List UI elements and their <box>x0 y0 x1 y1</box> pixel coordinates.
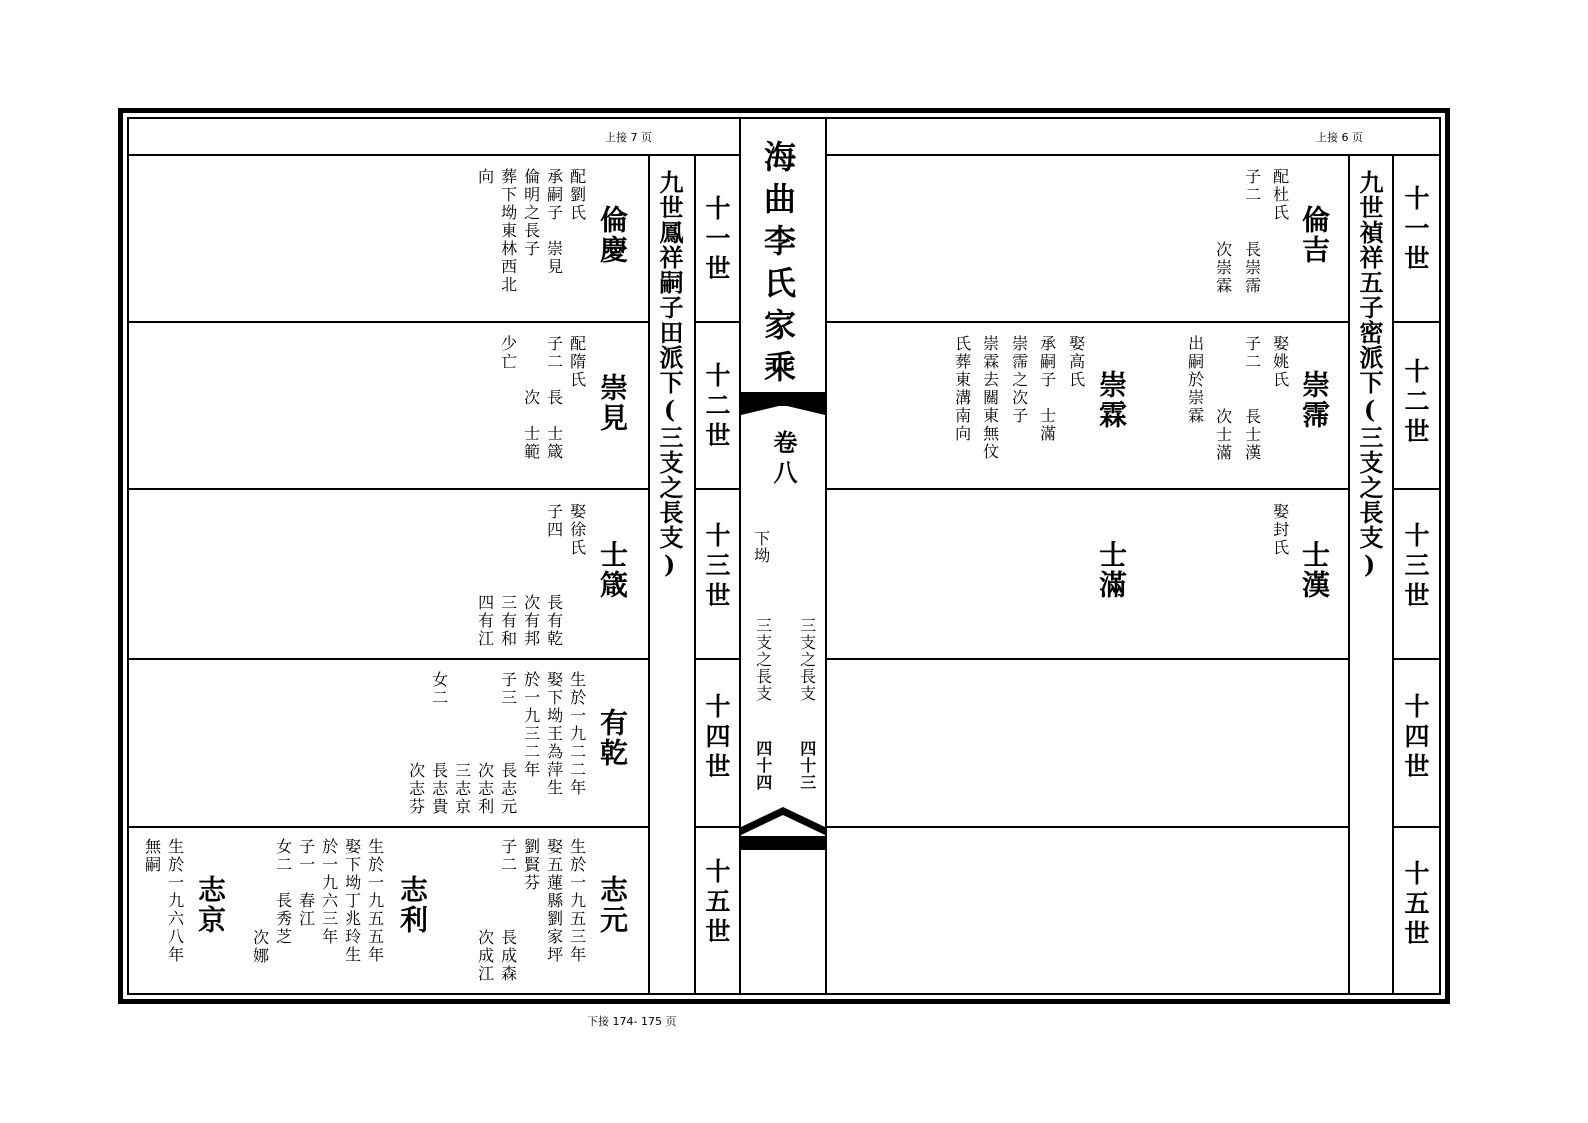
person-name: 士箴 <box>596 540 629 600</box>
person-detail: 長志元 <box>498 708 518 816</box>
note-bottom: 下接 174- 175 页 <box>587 1015 677 1028</box>
left-gen-line <box>696 826 739 828</box>
person-detail: 無嗣 <box>142 838 162 874</box>
person-detail: 劉賢芬 <box>521 838 541 892</box>
person-detail: 子四 <box>544 503 564 539</box>
person-detail: 娶徐氏 <box>567 503 587 557</box>
right-gen-11: 十一世 <box>1401 185 1430 275</box>
person-name: 志利 <box>396 875 429 935</box>
right-gen-line <box>1394 826 1440 828</box>
person-detail: 次士滿 <box>1213 372 1233 462</box>
left-branch-col-line <box>648 155 650 995</box>
person-detail: 次成江 <box>475 875 495 983</box>
person-name: 倫吉 <box>1298 205 1331 265</box>
right-row-line <box>826 658 1348 660</box>
volume-label: 卷八 <box>769 430 798 490</box>
right-gen-14: 十四世 <box>1401 693 1430 783</box>
person-detail: 生於一九六八年 <box>165 838 185 964</box>
left-gen-line <box>696 488 739 490</box>
spine-band-bottom <box>741 836 825 850</box>
person-detail: 氏葬東溝南向 <box>952 335 972 443</box>
person-detail: 長志貴 <box>429 708 449 816</box>
left-gen-14: 十四世 <box>702 693 731 783</box>
spine-place: 下坳 <box>751 530 771 564</box>
right-row-line <box>826 826 1348 828</box>
person-detail: 次崇霖 <box>1213 205 1233 295</box>
right-gen-12: 十二世 <box>1401 358 1430 448</box>
person-detail: 長有乾 <box>544 540 564 648</box>
person-detail: 生於一九五三年 <box>567 838 587 964</box>
person-detail: 四有江 <box>475 540 495 648</box>
note-top-left: 上接 7 页 <box>605 131 652 144</box>
spine-page-right: 四十三 <box>797 740 817 791</box>
person-name: 有乾 <box>596 708 629 768</box>
note-top-right: 上接 6 页 <box>1316 131 1363 144</box>
person-detail: 配隋氏 <box>567 335 587 389</box>
left-row-line <box>127 488 648 490</box>
right-gen-line <box>1394 321 1440 323</box>
person-name: 士滿 <box>1095 540 1128 600</box>
person-name: 倫慶 <box>596 205 629 265</box>
person-detail: 次娜 <box>250 875 270 965</box>
left-gen-col-line <box>694 155 696 995</box>
left-row-line <box>127 826 648 828</box>
right-gen-line <box>1394 658 1440 660</box>
person-detail: 次有邦 <box>521 540 541 648</box>
left-gen-13: 十三世 <box>702 522 731 612</box>
book-title: 海曲李氏家乘 <box>759 140 797 392</box>
spine-right-line <box>825 117 827 995</box>
person-detail: 向 <box>475 168 495 186</box>
person-name: 志元 <box>596 875 629 935</box>
person-detail: 三志京 <box>452 708 472 816</box>
person-detail: 娶高氏 <box>1066 335 1086 389</box>
person-detail: 於一九六三年 <box>319 838 339 946</box>
spine-page-left: 四十四 <box>753 740 773 791</box>
left-gen-line <box>696 321 739 323</box>
person-detail: 次志利 <box>475 708 495 816</box>
right-gen-line <box>1394 488 1440 490</box>
person-detail: 長崇霈 <box>1242 205 1262 295</box>
person-detail: 娶封氏 <box>1270 503 1290 557</box>
person-detail: 娶下坳丁兆玲生 <box>342 838 362 964</box>
person-detail: 子二 長 士箴 <box>544 335 564 461</box>
spine-branch-right: 三支之長支 <box>797 617 817 702</box>
person-detail: 子一 春江 <box>296 838 316 928</box>
person-detail: 崇霈之次子 <box>1009 335 1029 425</box>
person-detail: 長成森 <box>498 875 518 983</box>
spine-branch-left: 三支之長支 <box>753 617 773 702</box>
person-detail: 生於一九二二年 <box>567 671 587 797</box>
right-branch-col-line <box>1348 155 1350 995</box>
person-detail: 承嗣子 士滿 <box>1037 335 1057 443</box>
right-row-line <box>826 321 1348 323</box>
person-detail: 倫明之長子 <box>521 168 541 258</box>
person-detail: 葬下坳東林西北 <box>498 168 518 294</box>
person-detail: 子二 <box>1242 335 1262 371</box>
left-row-line <box>127 321 648 323</box>
person-detail: 崇霖去關東無伩 <box>980 335 1000 461</box>
spine-band-top <box>741 392 825 406</box>
person-detail: 配劉氏 <box>567 168 587 222</box>
right-gen-13: 十三世 <box>1401 522 1430 612</box>
person-detail: 子三 <box>498 671 518 707</box>
right-branch-title: 九世禎祥五子密派下(三支之長支) <box>1355 170 1384 580</box>
person-detail: 女二 <box>429 671 449 707</box>
left-gen-12: 十二世 <box>702 362 731 452</box>
left-branch-title: 九世鳳祥嗣子田派下(三支之長支) <box>655 170 684 580</box>
right-row-line <box>826 488 1348 490</box>
person-detail: 子二 <box>498 838 518 874</box>
person-name: 崇霖 <box>1095 370 1128 430</box>
person-detail: 娶五蓮縣劉家坪 <box>544 838 564 964</box>
person-name: 崇霈 <box>1298 370 1331 430</box>
person-detail: 娶姚氏 <box>1270 335 1290 389</box>
person-detail: 女二 長秀芝 <box>273 838 293 946</box>
person-detail: 長士漢 <box>1242 372 1262 462</box>
person-name: 崇見 <box>596 373 629 433</box>
person-detail: 生於一九五五年 <box>365 838 385 964</box>
right-gen-15: 十五世 <box>1401 860 1430 950</box>
person-detail: 次志芬 <box>406 708 426 816</box>
left-gen-15: 十五世 <box>702 858 731 948</box>
person-detail: 於一九三二年 <box>521 671 541 779</box>
person-detail: 次 士範 <box>521 335 541 461</box>
right-gen-col-line <box>1392 155 1394 995</box>
person-detail: 娶下坳王為萍生 <box>544 671 564 797</box>
left-gen-line <box>696 658 739 660</box>
person-detail: 配杜氏 <box>1270 168 1290 222</box>
person-name: 士漢 <box>1298 540 1331 600</box>
person-detail: 出嗣於崇霖 <box>1185 335 1205 425</box>
person-name: 志京 <box>194 875 227 935</box>
person-detail: 少亡 <box>498 335 518 371</box>
left-gen-11: 十一世 <box>702 195 731 285</box>
person-detail: 三有和 <box>498 540 518 648</box>
left-row-line <box>127 658 648 660</box>
person-detail: 承嗣子 崇見 <box>544 168 564 276</box>
person-detail: 子二 <box>1242 168 1262 204</box>
